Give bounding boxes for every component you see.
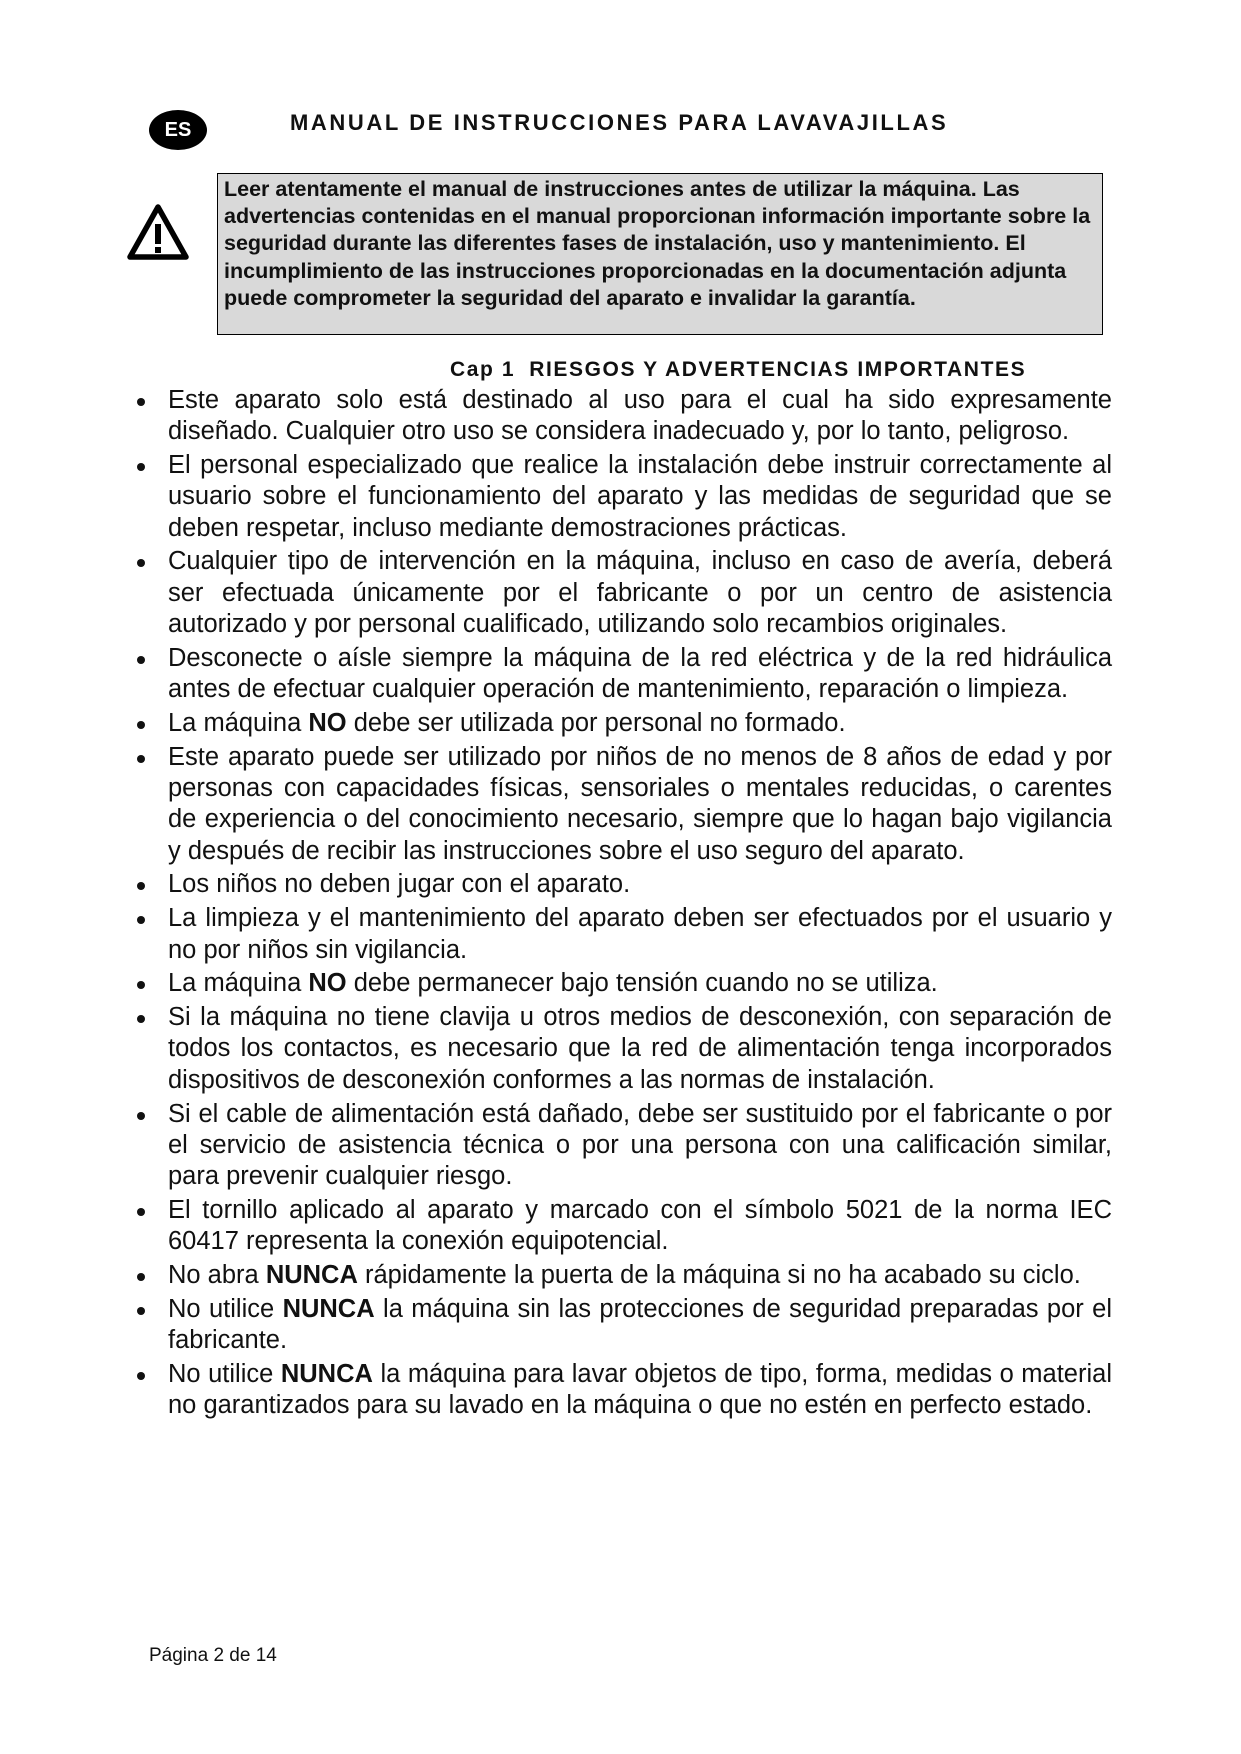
bullet-icon — [137, 1208, 145, 1216]
list-item-text: No utilice — [168, 1359, 281, 1388]
bullet-icon — [137, 559, 145, 567]
list-item-text: Cualquier tipo de intervención en la máquina, incluso en caso de avería, deberá ser efectuada únicamente por el fabricante o por un centro de asistencia autorizado y por personal cualificado, utilizando solo recambios originales. — [168, 547, 1112, 639]
bullet-icon — [137, 882, 145, 890]
list-item — [130, 708, 1112, 739]
list-item-text: debe ser utilizada por personal no formado. — [346, 708, 846, 737]
bullet-icon — [137, 1112, 145, 1120]
list-item-text: debe permanecer bajo tensión cuando no se utiliza. — [346, 969, 938, 998]
safety-warnings-list — [130, 385, 1112, 1424]
warning-triangle-icon — [126, 203, 190, 261]
list-item — [130, 1099, 1112, 1193]
list-item — [130, 1002, 1112, 1096]
bullet-icon — [137, 916, 145, 924]
list-item-text: El personal especializado que realice la instalación debe instruir correctamente al usuario sobre el funcionamiento del aparato y las medidas de seguridad que se deben respetar, incluso mediante demostraciones prácticas. — [168, 451, 1112, 542]
bullet-icon — [137, 981, 145, 989]
emphasis-text: NUNCA — [282, 1294, 375, 1323]
list-item-text: No abra — [168, 1261, 266, 1290]
list-item-text: Los niños no deben jugar con el aparato. — [168, 870, 631, 899]
document-title: MANUAL DE INSTRUCCIONES PARA LAVAVAJILLAS — [290, 110, 949, 135]
list-item-text: Este aparato puede ser utilizado por niños de no menos de 8 años de edad y por personas con capacidades físicas, sensoriales o mentales reducidas, o carentes de experiencia o del conocimiento necesario, siempre que lo hagan bajo vigilancia y después de recibir las instrucciones sobre el uso seguro del aparato. — [168, 742, 1112, 865]
list-item — [130, 643, 1112, 706]
list-item — [130, 1359, 1112, 1422]
bullet-icon — [137, 1273, 145, 1281]
page-number: Página 2 de 14 — [149, 1645, 277, 1666]
list-item-text: La máquina — [168, 969, 309, 998]
bullet-icon — [137, 1307, 145, 1315]
emphasis-text: NO — [308, 969, 347, 998]
list-item — [130, 385, 1112, 448]
chapter-number: Cap 1 — [450, 358, 516, 381]
bullet-icon — [137, 398, 145, 406]
list-item-text: No utilice — [168, 1294, 283, 1323]
list-item — [130, 1260, 1112, 1291]
list-item-text: rápidamente la puerta de la máquina si no ha acabado su ciclo. — [357, 1261, 1081, 1290]
emphasis-text: NUNCA — [280, 1359, 373, 1388]
language-badge: ES — [149, 110, 207, 150]
warning-notice: Leer atentamente el manual de instrucciones antes de utilizar la máquina. Las advertencias contenidas en el manual proporcionan información importante sobre la seguridad durante las diferentes fases de instalación, uso y mantenimiento. El incumplimiento de las instrucciones proporcionadas en la documentación adjunta puede comprometer la seguridad del aparato e invalidar la garantía. — [217, 173, 1103, 335]
emphasis-text: NUNCA — [265, 1261, 358, 1290]
list-item — [130, 1195, 1112, 1258]
list-item-text: Si la máquina no tiene clavija u otros medios de desconexión, con separación de todos los contactos, es necesario que la red de alimentación tenga incorporados dispositivos de desconexión conformes a las normas de instalación. — [168, 1003, 1112, 1094]
list-item-text: La limpieza y el mantenimiento del aparato deben ser efectuados por el usuario y no por niños sin vigilancia. — [168, 904, 1112, 964]
list-item — [130, 1294, 1112, 1357]
bullet-icon — [137, 1015, 145, 1023]
bullet-icon — [137, 721, 145, 729]
list-item-text: El tornillo aplicado al aparato y marcado con el símbolo 5021 de la norma IEC 60417 representa la conexión equipotencial. — [168, 1195, 1112, 1256]
list-item-text: Si el cable de alimentación está dañado, debe ser sustituido por el fabricante o por el servicio de asistencia técnica o por una persona con una calificación similar, para prevenir cualquier riesgo. — [168, 1099, 1112, 1191]
bullet-icon — [137, 463, 145, 471]
list-item-text: La máquina — [168, 708, 309, 737]
list-item-text: la máquina sin las protecciones de seguridad preparadas por el fabricante. — [168, 1294, 1112, 1355]
list-item — [130, 869, 1112, 900]
list-item-text: Este aparato solo está destinado al uso para el cual ha sido expresamente diseñado. Cualquier otro uso se considera inadecuado y, por lo tanto, peligroso. — [168, 386, 1112, 446]
list-item-text: Desconecte o aísle siempre la máquina de la red eléctrica y de la red hidráulica antes de efectuar cualquier operación de mantenimiento, reparación o limpieza. — [168, 643, 1112, 704]
chapter-heading — [450, 358, 1026, 382]
bullet-icon — [137, 755, 145, 763]
list-item — [130, 546, 1112, 640]
bullet-icon — [137, 656, 145, 664]
bullet-icon — [137, 1372, 145, 1380]
list-item — [130, 450, 1112, 544]
chapter-title: RIESGOS Y ADVERTENCIAS IMPORTANTES — [529, 358, 1027, 381]
list-item-text: la máquina para lavar objetos de tipo, forma, medidas o material no garantizados para su lavado en la máquina o que no estén en perfecto estado. — [168, 1359, 1112, 1420]
list-item — [130, 903, 1112, 966]
emphasis-text: NO — [308, 708, 347, 737]
list-item — [130, 968, 1112, 999]
list-item — [130, 742, 1112, 867]
